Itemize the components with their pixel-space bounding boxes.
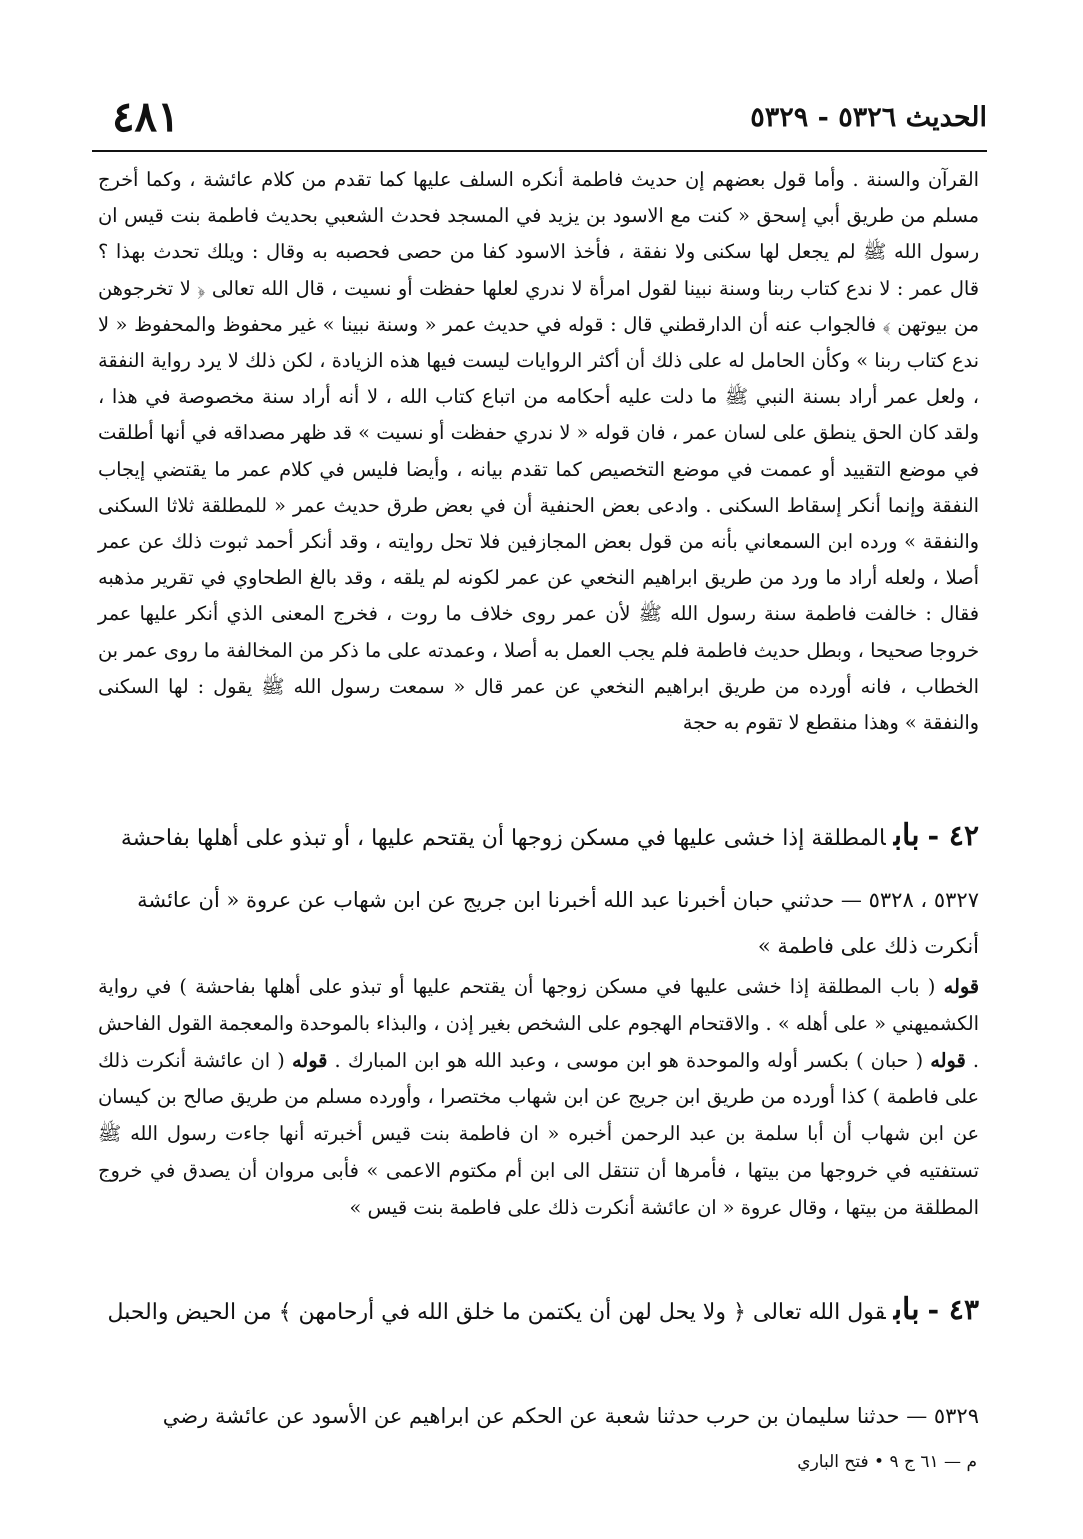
commentary-block: [98, 969, 979, 1227]
hadith-text: ٥٣٢٧ ، ٥٣٢٨ — حدثني حبان أخبرنا عبد الله أخبرنا ابن جريج عن ابن شهاب عن عروة « أن عائشة أنكرت ذلك على فاطمة »: [137, 888, 979, 958]
chapter-title: قول الله تعالى ﴿ ولا يحل لهن أن يكتمن ما خلق الله في أرحامهن ﴾ من الحيض والحبل: [107, 1300, 886, 1325]
chapter-heading: [100, 815, 979, 859]
commentary-text: ( باب المطلقة إذا خشى عليها في مسكن زوجها أن يقتحم عليها أو تبذو على أهلها بفاحشة ) في رواية الكشميهني « على أهله » . والاقتحام الهجوم على الشخص بغير إذن ، والبذاء بالموحدة والمعجمة القول الفاحش .: [98, 975, 979, 1072]
running-title: الحديث ٥٣٢٦ - ٥٣٢٩: [750, 102, 987, 133]
commentary-text: ( حبان ) بكسر أوله والموحدة هو ابن موسى ، وعبد الله هو ابن المبارك .: [327, 1048, 931, 1072]
hadith-5329: ٥٣٢٩ — حدثنا سليمان بن حرب حدثنا شعبة عن الحكم عن ابراهيم عن الأسود عن عائشة رضي: [162, 1404, 979, 1428]
chapter-bab-label: باب: [893, 1292, 920, 1327]
commentary-text: ( ان عائشة أنكرت ذلك على فاطمة ) كذا أورده من طريق ابن جريج عن ابن شهاب مختصرا ، وأورده مسلم من طريق صالح بن كيسان عن ابن شهاب أن أبا سلمة بن عبد الرحمن أخبره « ان فاطمة بنت قيس أخبرته أنها جاءت رسول الله ﷺ تستفتيه في خروجها من بيتها ، فأمرها أن تنتقل الى ابن أم مكتوم الاعمى » فأبى مروان أن يصدق في خروج المطلقة من بيتها ، وقال عروة « ان عائشة أنكرت ذلك على فاطمة بنت قيس »: [98, 1048, 979, 1219]
chapter-42-block: [100, 815, 979, 969]
printer-signature: م — ٦١ ج ٩ • فتح الباري: [797, 1452, 977, 1472]
page-header: [92, 92, 987, 152]
commentary-keyword: قوله: [943, 975, 979, 998]
chapter-title: المطلقة إذا خشى عليها في مسكن زوجها أن يقتحم عليها ، أو تبذو على أهلها بفاحشة: [120, 826, 886, 851]
chapter-bab-label: باب: [893, 818, 920, 853]
chapter-43-heading: [100, 1285, 979, 1338]
chapter-number: ٤٣ -: [927, 1293, 979, 1326]
main-paragraph: القرآن والسنة . وأما قول بعضهم إن حديث فاطمة أنكره السلف عليها كما تقدم من كلام عائشة ، وكما أخرج مسلم من طريق أبي إسحق « كنت مع الاسود بن يزيد في المسجد فحدث الشعبي بحديث فاطمة بنت قيس ان رسول الله ﷺ لم يجعل لها سكنى ولا نفقة ، فأخذ الاسود كفا من حصى فحصبه به وقال : ويلك تحدث بهذا ؟ قال عمر : لا ندع كتاب ربنا وسنة نبينا لقول امرأة لا ندري لعلها حفظت أو نسيت ، قال الله تعالى ﴿ لا تخرجوهن من بيوتهن ﴾ فالجواب عنه أن الدارقطني قال : قوله في حديث عمر « وسنة نبينا » غير محفوظ والمحفوظ « لا ندع كتاب ربنا » وكأن الحامل له على ذلك أن أكثر الروايات ليست فيها هذه الزيادة ، لكن ذلك لا يرد رواية النفقة ، ولعل عمر أراد بسنة النبي ﷺ ما دلت عليه أحكامه من اتباع كتاب الله ، لا أنه أراد سنة مخصوصة في هذا ، ولقد كان الحق ينطق على لسان عمر ، فان قوله « لا ندري حفظت أو نسيت » قد ظهر مصداقه في أنها أطلقت في موضع التقييد أو عممت في موضع التخصيص كما تقدم بيانه ، وأيضا فليس في كلام عمر ما يقتضي إيجاب النفقة وإنما أنكر إسقاط السكنى . وادعى بعض الحنفية أن في بعض طرق حديث عمر « للمطلقة ثلاثا السكنى والنفقة » ورده ابن السمعاني بأنه من قول بعض المجازفين فلا تحل روايته ، وقد أنكر أحمد ثبوت ذلك عن عمر أصلا ، ولعله أراد ما ورد من طريق ابراهيم النخعي عن عمر لكونه لم يلقه ، وقد بالغ الطحاوي في تقرير مذهبه فقال : خالفت فاطمة سنة رسول الله ﷺ لأن عمر روى خلاف ما روت ، فخرج المعنى الذي أنكر عليها عمر خروجا صحيحا ، وبطل حديث فاطمة فلم يجب العمل به أصلا ، وعمدته على ما ذكر من المخالفة ما روى عمر بن الخطاب ، فانه أورده من طريق ابراهيم النخعي عن عمر قال « سمعت رسول الله ﷺ يقول : لها السكنى والنفقة » وهذا منقطع لا تقوم به حجة: [98, 168, 979, 735]
commentary-keyword: قوله: [291, 1048, 328, 1072]
header-divider: [92, 150, 987, 152]
page-number: ٤٨١: [112, 92, 180, 141]
main-text-block: [98, 162, 979, 741]
commentary-keyword: قوله: [930, 1048, 966, 1072]
chapter-number: ٤٢ -: [927, 819, 979, 852]
